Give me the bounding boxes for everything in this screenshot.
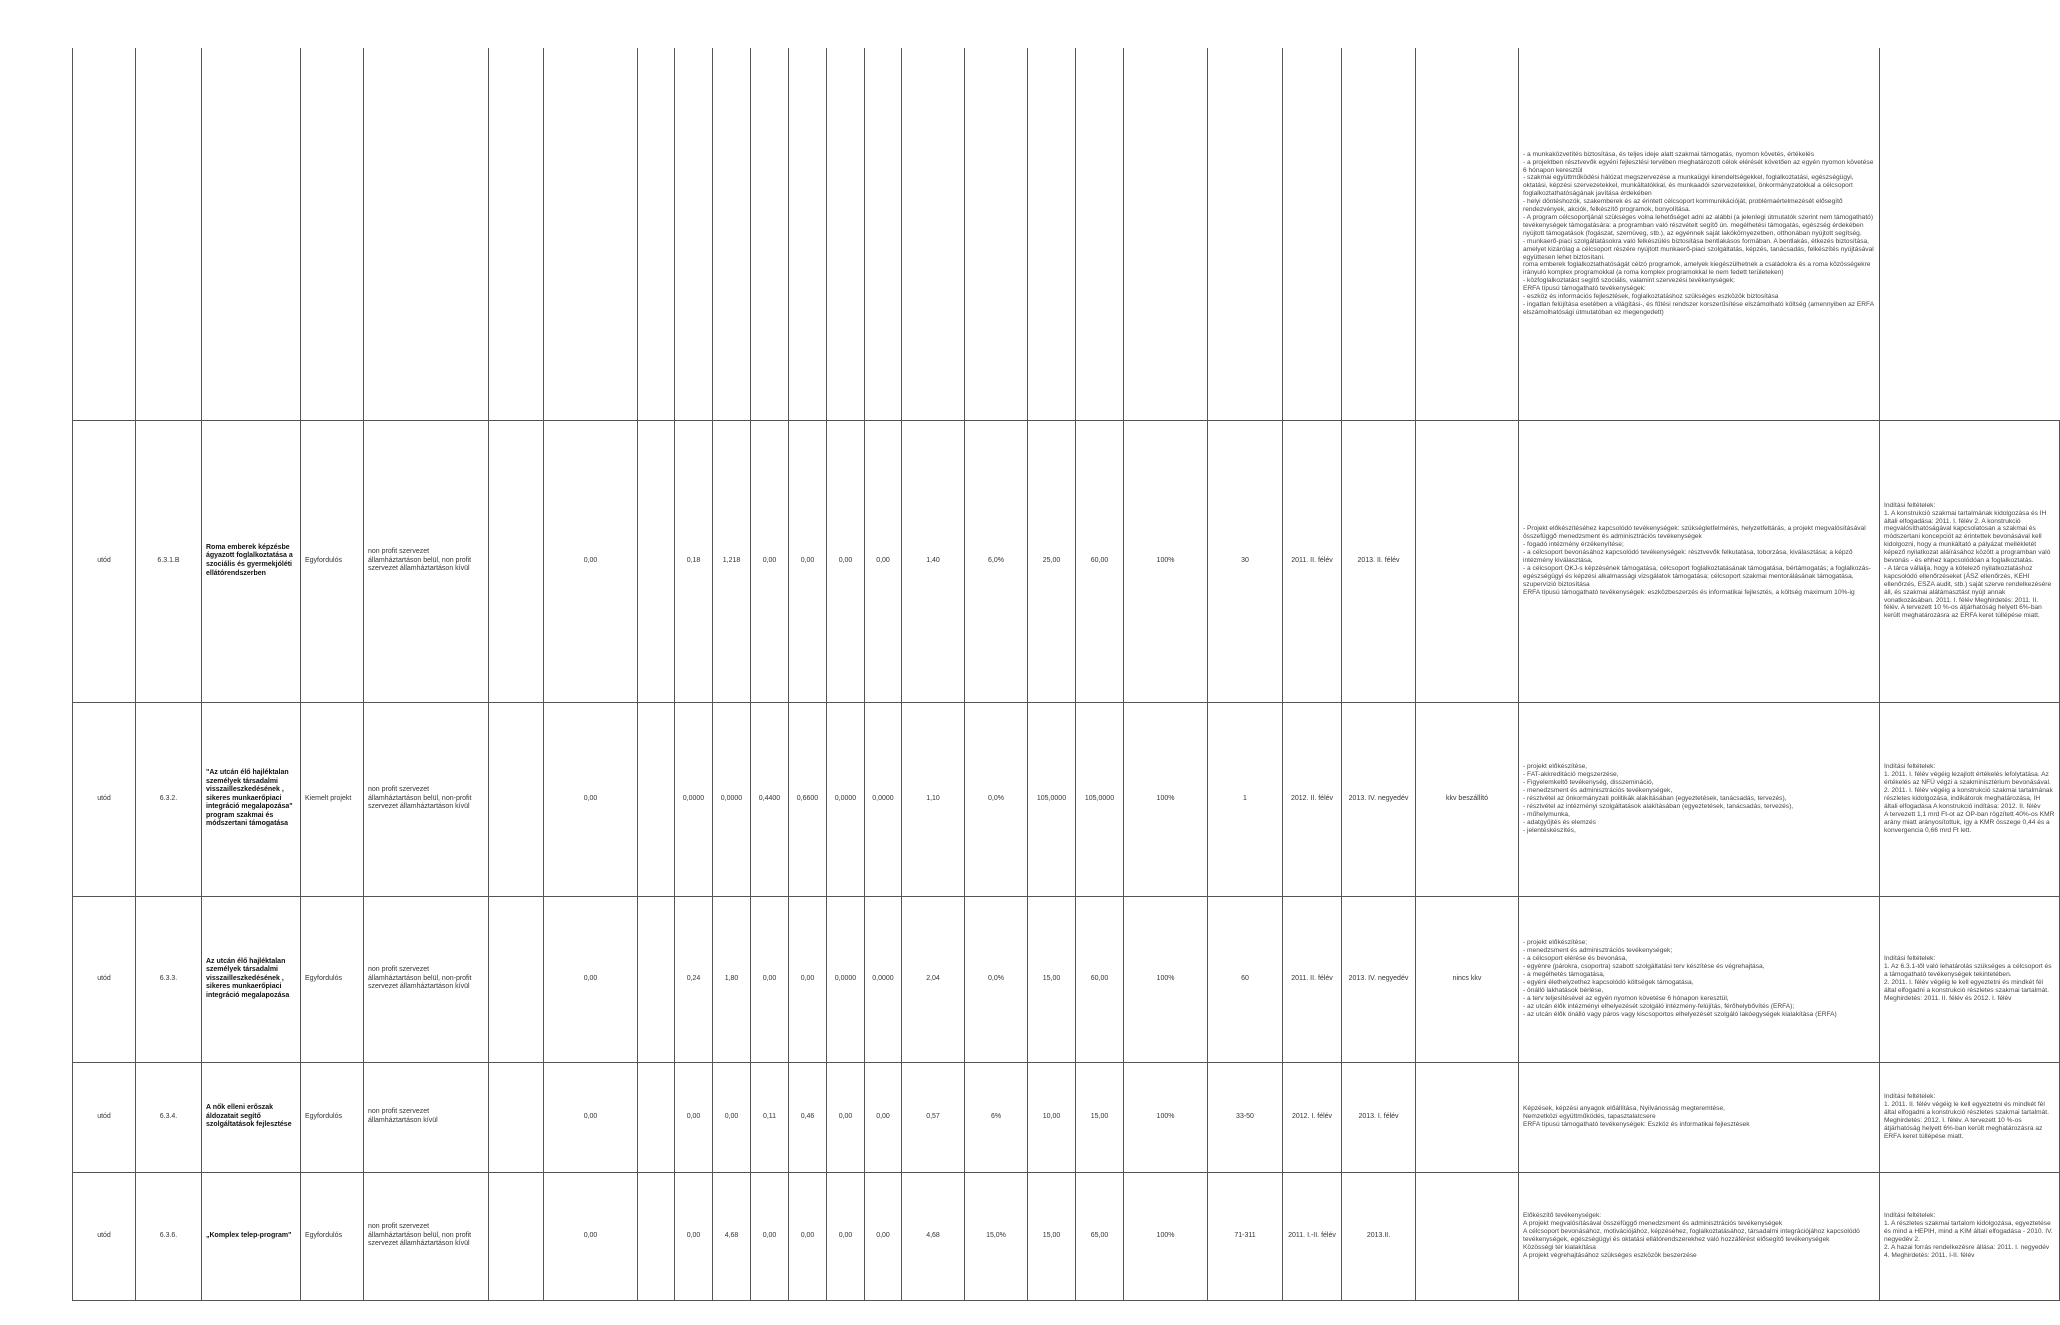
cell-ratio: 6,0% (965, 420, 1028, 702)
activity-line: roma emberek foglalkoztathatóságát célzó programok, amelyek kiegészülhetnek a családokra és a roma közösségekre irányuló komplex programokkal (a roma komplex programokkal le nem fedett területeken) (1523, 261, 1871, 277)
cell-min-support: 105,0000 (1028, 702, 1076, 896)
cell-end (1342, 48, 1416, 420)
cell-procedure (301, 48, 364, 420)
cell-end: 2013. I. félév (1342, 1062, 1416, 1172)
cell-blank-a (489, 1172, 544, 1300)
cell-min-support: 15,00 (1028, 896, 1076, 1062)
cell-total (902, 48, 965, 420)
cell-intensity: 100% (1124, 420, 1208, 702)
activity-line: - jelentéskészítés, (1523, 826, 1576, 834)
cell-value-a: 0,00 (544, 420, 638, 702)
condition-line: Indítási feltételek: (1884, 1212, 1936, 1220)
cell-kkv (1416, 48, 1519, 420)
activity-line: - A program célcsoportjánál szükséges volna lehetőséget adni az alábbi (a jelenlegi útmutatók szerint nem támogatható) tevékenységek támogatására: a programban való részvételt segítő ún. megélhetési támogatás, egészség érdekében nyújtott támogatások (fogászat, szemüveg, stb.), az egyénnek saját lakókörnyezetben, otthonában nyújtott segítség. (1523, 213, 1874, 237)
cell-project-count: 60 (1208, 896, 1283, 1062)
activity-line: - ingatlan felújítása esetében a világítási-, és fűtési rendszer korszerűsítése elszámolható költség (amennyiben az ERFA elszámolhatósági útmutatóban ez megengedett) (1523, 300, 1874, 316)
cell-value-g: 0,00 (865, 420, 902, 702)
cell-end: 2013. IV. negyedév (1342, 896, 1416, 1062)
cell-value-a: 0,00 (544, 1062, 638, 1172)
conditions-cell (1880, 1172, 2060, 1300)
activity-line: - szakmai együttműködési hálózat megszervezése a munkaügyi kirendeltségekkel, foglalkoztatási, egészségügyi, oktatási, képzési szervezetekkel, munkáltatókkal, és munkaadói szervezetekkel, önkormányzatokkal a célcsoport foglalkoztathatóságának javítása érdekében (1523, 174, 1854, 198)
cell-total: 1,10 (902, 702, 965, 896)
table-row (73, 1172, 2060, 1300)
cell-total: 1,40 (902, 420, 965, 702)
condition-line: A tervezett 1,1 mrd Ft-ot az OP-ban rögzített 40%-os KMR arány miatt arányosítottuk, így a KMR összege 0,44 és a konvergencia 0,66 mrd Ft lett. (1884, 810, 2055, 834)
activity-line: - a célcsoport bevonásához kapcsolódó tevékenységek: résztvevők felkutatása, toborzása, kiválasztása; a képző intézmény kiválasztása, (1523, 549, 1853, 565)
condition-line: Indítási feltételek: (1884, 1093, 1936, 1101)
cell-value-g: 0,0000 (865, 896, 902, 1062)
cell-beneficiary: non profit szervezet államháztartáson belül, non-profit szervezet államháztartáson kívül (364, 702, 489, 896)
activity-line: Közösségi tér kialakítása (1523, 1243, 1596, 1251)
activity-line: - menedzsment és adminisztrációs tevékenységek, (1523, 787, 1673, 795)
cell-blank-b (638, 48, 675, 420)
cell-max-support: 15,00 (1076, 1062, 1124, 1172)
cell-project-count: 71-311 (1208, 1172, 1283, 1300)
cell-value-f: 0,00 (827, 420, 865, 702)
activities-cell (1519, 420, 1880, 702)
cell-min-support (1028, 48, 1076, 420)
cell-code: 6.3.2. (136, 702, 202, 896)
cell-ratio: 0,0% (965, 896, 1028, 1062)
cell-value-f: 0,00 (827, 1062, 865, 1172)
cell-project-count: 30 (1208, 420, 1283, 702)
cell-value-g: 0,0000 (865, 702, 902, 896)
conditions-cell (1880, 420, 2060, 702)
cell-value-e: 0,46 (789, 1062, 827, 1172)
cell-ratio: 0,0% (965, 702, 1028, 896)
conditions-cell (1880, 48, 2060, 420)
cell-total: 4,68 (902, 1172, 965, 1300)
cell-value-c (713, 48, 751, 420)
cell-value-b: 0,00 (675, 1172, 713, 1300)
activity-line: A célcsoport bevonásához, motivációjához, képzéséhez, foglalkoztatásához, társadalmi integrációjához kapcsolódó tevékenységek, egészségügyi és oktatási ellátórendszerekhez való hozzáférést elősegítő tevékenységek (1523, 1228, 1860, 1243)
cell-blank-b (638, 420, 675, 702)
cell-min-support: 10,00 (1028, 1062, 1076, 1172)
cell-end: 2013. IV. negyedév (1342, 702, 1416, 896)
cell-end: 2013.II. (1342, 1172, 1416, 1300)
cell-procedure: Egyfordulós (301, 1172, 364, 1300)
program-table (72, 48, 2060, 1301)
activity-line: A projekt végrehajtásához szükséges eszközök beszerzése (1523, 1251, 1697, 1259)
cell-status: utód (73, 702, 136, 896)
cell-kkv: nincs kkv (1416, 896, 1519, 1062)
table-row (73, 702, 2060, 896)
cell-value-c: 1,218 (713, 420, 751, 702)
cell-project-count: 33-50 (1208, 1062, 1283, 1172)
cell-min-support: 15,00 (1028, 1172, 1076, 1300)
cell-status: utód (73, 1172, 136, 1300)
condition-line: 2. 2011. I. félév végéig le kell egyeztetni és mindkét fél által elfogadni a konstrukció részletes szakmai tartalmát. Meghirdetés: 2011. II. félév és 2012. I. félév (1884, 979, 2049, 1002)
cell-title: „Komplex telep-program" (202, 1172, 301, 1300)
cell-value-d: 0,4400 (751, 702, 789, 896)
activity-line: - projekt előkészítése, (1523, 763, 1588, 771)
cell-value-b: 0,00 (675, 1062, 713, 1172)
cell-kkv (1416, 1172, 1519, 1300)
cell-value-c: 1,80 (713, 896, 751, 1062)
cell-value-g (865, 48, 902, 420)
cell-value-f: 0,0000 (827, 702, 865, 896)
cell-code: 6.3.1.B (136, 420, 202, 702)
condition-line: 1. 2011. II. félév végéig le kell egyeztetni és mindkét fél által elfogadni a konstrukció részletes szakmai tartalmát. Meghirdetés: 2012. I. félév. A tervezett 10 %-os átjárhatóság helyett 6%-ban került meghatározásra az ERFA keret túllépése miatt. (1884, 1101, 2049, 1140)
cell-blank-a (489, 702, 544, 896)
cell-intensity: 100% (1124, 1172, 1208, 1300)
table-row (73, 896, 2060, 1062)
activity-line: - a terv teljesítésével az egyén nyomon követése 6 hónapon keresztül, (1523, 994, 1729, 1002)
condition-line: Indítási feltételek: (1884, 763, 1936, 771)
condition-line: 1. A konstrukció szakmai tartalmának kidolgozása és IH általi elfogadása: 2011. I. félév 2. A konstrukció megvalósíthatóságával kapcsolatosan a szakmai és módszertani koncepciót az érintettek bevonásával kell kidolgozni, hogy a munkáltató a pályázat mellékletét képező nyilatkozat aláírásához között a programban való bevonás - és ehhez kapcsolódóan a foglalkoztatás. (1884, 509, 2051, 565)
activities-cell (1519, 1172, 1880, 1300)
condition-line: 2. A hazai forrás rendelkezésre állása: 2011. I. negyedév 4. Meghirdetés: 2011. I-II. félév (1884, 1243, 2050, 1259)
cell-intensity: 100% (1124, 702, 1208, 896)
cell-beneficiary: non profit szervezet államháztartáson kívül (364, 1062, 489, 1172)
cell-value-b: 0,18 (675, 420, 713, 702)
cell-ratio (965, 48, 1028, 420)
cell-end: 2013. II. félév (1342, 420, 1416, 702)
cell-value-b: 0,0000 (675, 702, 713, 896)
activity-line: - menedzsment és adminisztrációs tevékenységek; (1523, 947, 1673, 955)
activity-line: - Projekt előkészítéséhez kapcsolódó tevékenységek: szükségletfelmérés, helyzetfeltárás, a projekt megvalósításával összefüggő menedzsment és adminisztrációs tevékenységek (1523, 525, 1866, 541)
activities-cell (1519, 1062, 1880, 1172)
cell-blank-b (638, 896, 675, 1062)
activity-line: - az utcán élők önálló vagy páros vagy kiscsoportos elhelyezését szolgáló lakóegységek kialakítása (ERFA) (1523, 1010, 1837, 1018)
cell-title: Roma emberek képzésbe ágyazott foglalkoztatása a szociális és gyermekjóléti ellátórendszerben (202, 420, 301, 702)
cell-value-b: 0,24 (675, 896, 713, 1062)
activity-line: - helyi döntéshozók, szakemberek és az érintett célcsoport kommunikációját, problémaértelmezését elősegítő rendezvények, akciók, felkészítő programok, bonyolítása. (1523, 198, 1843, 214)
cell-blank-a (489, 1062, 544, 1172)
cell-start: 2012. I. félév (1283, 1062, 1342, 1172)
activity-line: Nemzetközi együttműködés, tapasztalatcsere (1523, 1113, 1656, 1121)
activity-line: ERFA típusú támogatható tevékenységek: eszközbeszerzés és informatikai fejlesztés, a költség maximum 10%-ig (1523, 588, 1855, 596)
cell-title: "Az utcán élő hajléktalan személyek társadalmi visszailleszkedésének , sikeres munkaerőpiaci integráció megalapozása" program szakmai és módszertani támogatása (202, 702, 301, 896)
activity-line: - műhelymunka, (1523, 810, 1570, 818)
cell-beneficiary: non profit szervezet államháztartáson belül, non-profit szervezet államháztartáson kívül (364, 896, 489, 1062)
cell-project-count: 1 (1208, 702, 1283, 896)
table-row (73, 1062, 2060, 1172)
cell-value-b (675, 48, 713, 420)
cell-value-d: 0,11 (751, 1062, 789, 1172)
cell-kkv (1416, 1062, 1519, 1172)
cell-value-a: 0,00 (544, 702, 638, 896)
cell-max-support: 105,0000 (1076, 702, 1124, 896)
activities-cell (1519, 48, 1880, 420)
activity-line: - a megélhetés támogatása, (1523, 971, 1605, 979)
conditions-cell (1880, 1062, 2060, 1172)
cell-start (1283, 48, 1342, 420)
cell-title (202, 48, 301, 420)
cell-value-f: 0,00 (827, 1172, 865, 1300)
condition-line: Indítási feltételek: (1884, 501, 1936, 509)
cell-procedure: Kiemelt projekt (301, 702, 364, 896)
activity-line: - a projektben résztvevők egyéni fejlesztési tervében meghatározott célok elérését követően az egyén nyomon követése 6 hónapon keresztül (1523, 158, 1874, 174)
table-row (73, 48, 2060, 420)
cell-status: utód (73, 896, 136, 1062)
condition-line: 1. Az 6.3.1-től való lehatárolás szükséges a célcsoport és a támogatható tevékenységek tekintetében. (1884, 963, 2052, 979)
activity-line: - fogadó intézmény érzékenyítése; (1523, 541, 1624, 549)
table-row (73, 420, 2060, 702)
cell-max-support (1076, 48, 1124, 420)
conditions-cell (1880, 702, 2060, 896)
activity-line: - eszköz és információs fejlesztések, foglalkoztatáshoz szükséges eszközök biztosítása (1523, 293, 1779, 301)
cell-value-c: 0,00 (713, 1062, 751, 1172)
conditions-cell (1880, 896, 2060, 1062)
cell-procedure: Egyfordulós (301, 420, 364, 702)
cell-max-support: 60,00 (1076, 420, 1124, 702)
cell-start: 2011. I.-II. félév (1283, 1172, 1342, 1300)
cell-value-d (751, 48, 789, 420)
activities-cell (1519, 896, 1880, 1062)
activity-line: - munkaerő-piaci szolgáltatásokra való felkészülés biztosítása bentlakásos formában. A bentlakás, étkezés biztosítása, amelyet kizárólag a célcsoport részére nyújtott munkaerő-piaci szolgáltatás, képzés, tanácsadás, felkészítés nyújtásával együttesen lehet biztosítani. (1523, 237, 1874, 261)
cell-ratio: 6% (965, 1062, 1028, 1172)
cell-value-f: 0,0000 (827, 896, 865, 1062)
cell-start: 2012. II. félév (1283, 702, 1342, 896)
cell-total: 2,04 (902, 896, 965, 1062)
condition-line: 1. A részletes szakmai tartalom kidolgozása, egyeztetése és mind a HEPIH, mind a KIM általi elfogadása - 2010. IV. negyedév 2. (1884, 1220, 2053, 1243)
cell-project-count (1208, 48, 1283, 420)
condition-line: - A tárca vállalja, hogy a kötelező nyilatkoztatáshoz kapcsolódó ellenőrzéseket (ÁSZ ellenőrzés, KEHI ellenőrzés, ESZA audit, stb.) saját szerve rendelkezésére áll, és szakmai alátámasztást nyújt annak vonatkozásában. 2011. I. félév Meghirdetés: 2011. II. félév. A tervezett 10 %-os átjárhatóság helyett 6%-ban került meghatározásra az ERFA keret túllépése miatt. (1884, 564, 2052, 620)
cell-max-support: 65,00 (1076, 1172, 1124, 1300)
activity-line: ERFA típusú támogatható tevékenységek: Eszköz és informatikai fejlesztések (1523, 1120, 1750, 1128)
cell-value-d: 0,00 (751, 896, 789, 1062)
cell-code (136, 48, 202, 420)
cell-beneficiary (364, 48, 489, 420)
activity-line: - FAT-akkreditáció megszerzése, (1523, 771, 1619, 779)
cell-code: 6.3.6. (136, 1172, 202, 1300)
cell-value-e: 0,6600 (789, 702, 827, 896)
cell-status: utód (73, 420, 136, 702)
activity-line: Előkészítő tevékenységek: (1523, 1212, 1602, 1220)
activity-line: - egyénre (párokra, csoportra) szabott szolgáltatási terv készítése és végrehajtása, (1523, 963, 1765, 971)
cell-blank-a (489, 48, 544, 420)
cell-blank-a (489, 896, 544, 1062)
cell-value-e (789, 48, 827, 420)
cell-beneficiary: non profit szervezet államháztartáson belül, non profit szervezet államháztartáson kívül (364, 420, 489, 702)
cell-value-e: 0,00 (789, 896, 827, 1062)
cell-intensity (1124, 48, 1208, 420)
activity-line: ERFA típusú támogatható tevékenységek: (1523, 285, 1646, 293)
activity-line: - projekt előkészítése; (1523, 939, 1588, 947)
cell-blank-b (638, 1062, 675, 1172)
cell-intensity: 100% (1124, 1062, 1208, 1172)
cell-title: Az utcán élő hajléktalan személyek társadalmi visszailleszkedésének , sikeres munkaerőpiaci integráció megalapozása (202, 896, 301, 1062)
activity-line: - közfoglalkoztatást segítő szociális, valamint szervezési tevékenységek; (1523, 277, 1735, 285)
activities-cell (1519, 702, 1880, 896)
condition-line: 2. 2011. I. félév végéig a konstrukció szakmai tartalmának részletes kidolgozása, indikátorok meghatározása, IH általi elfogadása A konstrukció indítása: 2012. II. félév (1884, 787, 2053, 810)
cell-start: 2011. II. félév (1283, 896, 1342, 1062)
cell-value-a: 0,00 (544, 1172, 638, 1300)
cell-value-a: 0,00 (544, 896, 638, 1062)
cell-beneficiary: non profit szervezet államháztartáson belül, non profit szervezet államháztartáson kívül (364, 1172, 489, 1300)
activity-line: - az utcán élők intézményi elhelyezését szolgáló intézmény-felújítás, férőhelybővítés (ERFA); (1523, 1002, 1795, 1010)
activity-line: - a célcsoport elérése és bevonása, (1523, 955, 1628, 963)
cell-intensity: 100% (1124, 896, 1208, 1062)
cell-code: 6.3.4. (136, 1062, 202, 1172)
cell-ratio: 15,0% (965, 1172, 1028, 1300)
activity-line: - résztvétel az intézményi szolgáltatások alakításában (egyeztetések, tanácsadás, tervezés), (1523, 802, 1794, 810)
cell-value-e: 0,00 (789, 1172, 827, 1300)
cell-procedure: Egyfordulós (301, 1062, 364, 1172)
cell-kkv: kkv beszállító (1416, 702, 1519, 896)
cell-min-support: 25,00 (1028, 420, 1076, 702)
activity-line: - résztvétel az önkormányzati politikák alakításában (egyeztetések, tanácsadás, tervezés), (1523, 795, 1787, 803)
activity-line: - adatgyűjtés és elemzés (1523, 818, 1596, 826)
cell-blank-b (638, 702, 675, 896)
cell-value-d: 0,00 (751, 1172, 789, 1300)
cell-total: 0,57 (902, 1062, 965, 1172)
cell-procedure: Egyfordulós (301, 896, 364, 1062)
cell-value-g: 0,00 (865, 1172, 902, 1300)
cell-value-c: 0,0000 (713, 702, 751, 896)
cell-title: A nők elleni erőszak áldozatait segítő szolgáltatások fejlesztése (202, 1062, 301, 1172)
cell-code: 6.3.3. (136, 896, 202, 1062)
activity-line: A projekt megvalósításával összefüggő menedzsment és adminisztrációs tevékenységek (1523, 1220, 1783, 1228)
cell-value-c: 4,68 (713, 1172, 751, 1300)
cell-status (73, 48, 136, 420)
cell-blank-b (638, 1172, 675, 1300)
activity-line: - Figyelemkeltő tevékenység, disszemináció, (1523, 779, 1654, 787)
cell-value-d: 0,00 (751, 420, 789, 702)
cell-max-support: 60,00 (1076, 896, 1124, 1062)
cell-value-e: 0,00 (789, 420, 827, 702)
cell-value-g: 0,00 (865, 1062, 902, 1172)
cell-start: 2011. II. félév (1283, 420, 1342, 702)
cell-status: utód (73, 1062, 136, 1172)
cell-blank-a (489, 420, 544, 702)
activity-line: - önálló lakhatások bérlése, (1523, 986, 1604, 994)
activity-line: Képzések, képzési anyagok előállítása, Nyilvánosság megteremtése, (1523, 1105, 1725, 1113)
cell-kkv (1416, 420, 1519, 702)
condition-line: Indítási feltételek: (1884, 955, 1936, 963)
condition-line: 1. 2011. I. félév végéig lezajlott értékelés lefolytatása. Az értékelés az NFÜ végzi a szakminisztérium bevonásával. (1884, 771, 2051, 787)
activity-line: - a célcsoport OKJ-s képzésének támogatása, célcsoport foglalkoztatásának támogatása, bértámogatás; a foglalkozás-egészségügyi és képzési alkalmassági vizsgálatok támogatása; célcsoport szakmai mentorálásának támogatása, szupervízió biztosítása (1523, 564, 1871, 588)
activity-line: - egyéni élethelyzethez kapcsolódó költségek támogatása, (1523, 979, 1694, 986)
cell-value-f (827, 48, 865, 420)
activity-line: - a munkaközvetítés biztosítása, és teljes ideje alatt szakmai támogatás, nyomon követés, értékelés (1523, 150, 1814, 158)
cell-value-a (544, 48, 638, 420)
